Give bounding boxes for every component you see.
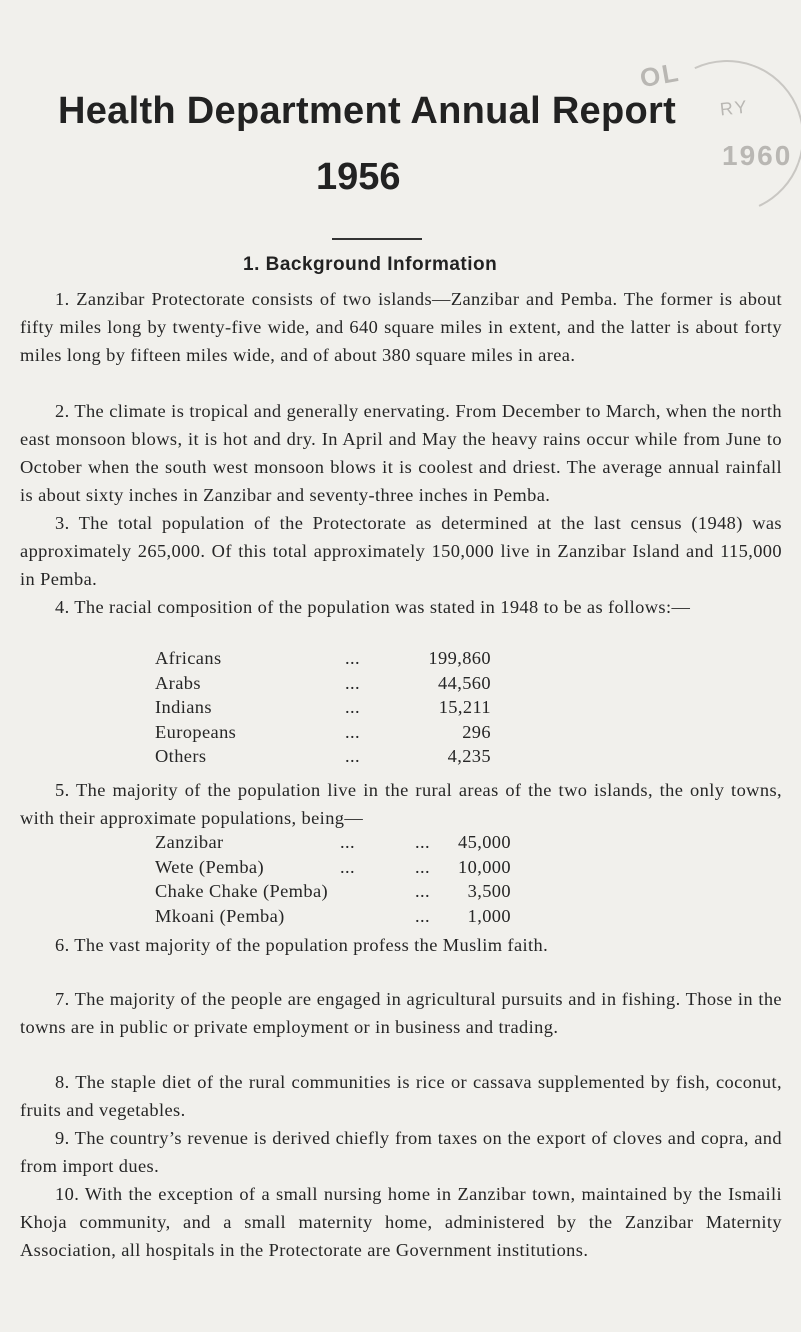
paragraph-1: 1. Zanzibar Protectorate consists of two islands—Zanzibar and Pemba. The former is about fifty miles long by twenty-five wide, and 640 square miles in extent, and the latter is about forty miles long by fifteen miles wide, and of about 380 square miles in area. [20, 289, 782, 365]
town-label: Wete (Pemba) [155, 856, 265, 877]
paragraph-10: 10. With the exception of a small nursing home in Zanzibar town, maintained by the Ismaili Khoja community, and a small maternity home, administered by the Zanzibar Maternity Association, all hospitals in the Protectorate are Government institutions. [20, 1184, 782, 1260]
leader-dots: ... [345, 672, 360, 693]
race-label: Africans [155, 648, 222, 668]
race-label: Indians [155, 697, 212, 717]
paragraph-7: 7. The majority of the people are engaged in agricultural pursuits and in fishing. Those in the towns are in public or private employment or in business and trading. [20, 989, 782, 1037]
leader-dots: ... [345, 746, 360, 766]
table-row [155, 830, 525, 855]
race-count: 4,235 [447, 746, 491, 766]
table-row [155, 720, 505, 745]
table-row [155, 904, 525, 929]
table-row [155, 879, 525, 904]
racial-composition-table [155, 646, 505, 769]
town-population: 10,000 [458, 856, 511, 877]
race-count: 296 [462, 721, 491, 742]
report-year: 1956 [316, 156, 401, 198]
town-label: Zanzibar [155, 832, 224, 852]
leader-dots: ... [345, 697, 360, 717]
leader-dots: ... [345, 721, 360, 742]
library-stamp [610, 40, 793, 250]
towns-population-table [155, 830, 525, 928]
leader-dots: ... [345, 648, 360, 668]
town-population: 45,000 [458, 832, 511, 852]
stamp-text-year: 1960 [722, 140, 793, 171]
leader-dots: ... [340, 856, 355, 877]
table-row [155, 671, 505, 696]
leader-dots: ... [415, 905, 430, 926]
stamp-text-side: RY [718, 96, 750, 120]
race-count: 15,211 [438, 697, 491, 717]
race-label: Others [155, 746, 207, 766]
paragraph-5: 5. The majority of the population live in the rural areas of the two islands, the only towns, with their approximate populations, being— [20, 780, 782, 828]
paragraph-4: 4. The racial composition of the population was stated in 1948 to be as follows:— [55, 597, 691, 617]
report-title: Health Department Annual Report [58, 90, 677, 132]
table-row [155, 646, 505, 671]
race-label: Europeans [155, 721, 237, 742]
leader-dots: ... [415, 832, 430, 852]
table-row [155, 744, 505, 769]
race-count: 44,560 [438, 672, 491, 693]
table-row [155, 695, 505, 720]
town-population: 1,000 [467, 905, 511, 926]
paragraph-8: 8. The staple diet of the rural communities is rice or cassava supplemented by fish, coconut, fruits and vegetables. [20, 1072, 782, 1120]
town-label: Mkoani (Pemba) [155, 905, 285, 926]
paragraph-6: 6. The vast majority of the population profess the Muslim faith. [55, 935, 549, 955]
leader-dots: ... [415, 856, 430, 877]
section-heading: 1. Background Information [243, 254, 498, 275]
title-divider [332, 238, 422, 240]
town-population: 3,500 [467, 881, 511, 901]
paragraph-3: 3. The total population of the Protectorate as determined at the last census (1948) was approximately 265,000. Of this total approximately 150,000 live in Zanzibar Island and 115,000 in Pemba. [20, 513, 782, 589]
race-count: 199,860 [428, 648, 491, 668]
leader-dots: ... [340, 832, 355, 852]
leader-dots: ... [415, 881, 430, 901]
table-row [155, 855, 525, 880]
paragraph-2: 2. The climate is tropical and generally enervating. From December to March, when the north east monsoon blows, it is hot and dry. In April and May the heavy rains occur while from June to October when the south west monsoon blows it is coolest and driest. The average annual rainfall is about sixty inches in Zanzibar and seventy-three inches in Pemba. [20, 401, 782, 505]
stamp-text-top: OL [637, 56, 683, 94]
town-label: Chake Chake (Pemba) [155, 881, 329, 901]
paragraph-9: 9. The country’s revenue is derived chiefly from taxes on the export of cloves and copra, and from import dues. [20, 1128, 782, 1176]
race-label: Arabs [155, 672, 201, 693]
